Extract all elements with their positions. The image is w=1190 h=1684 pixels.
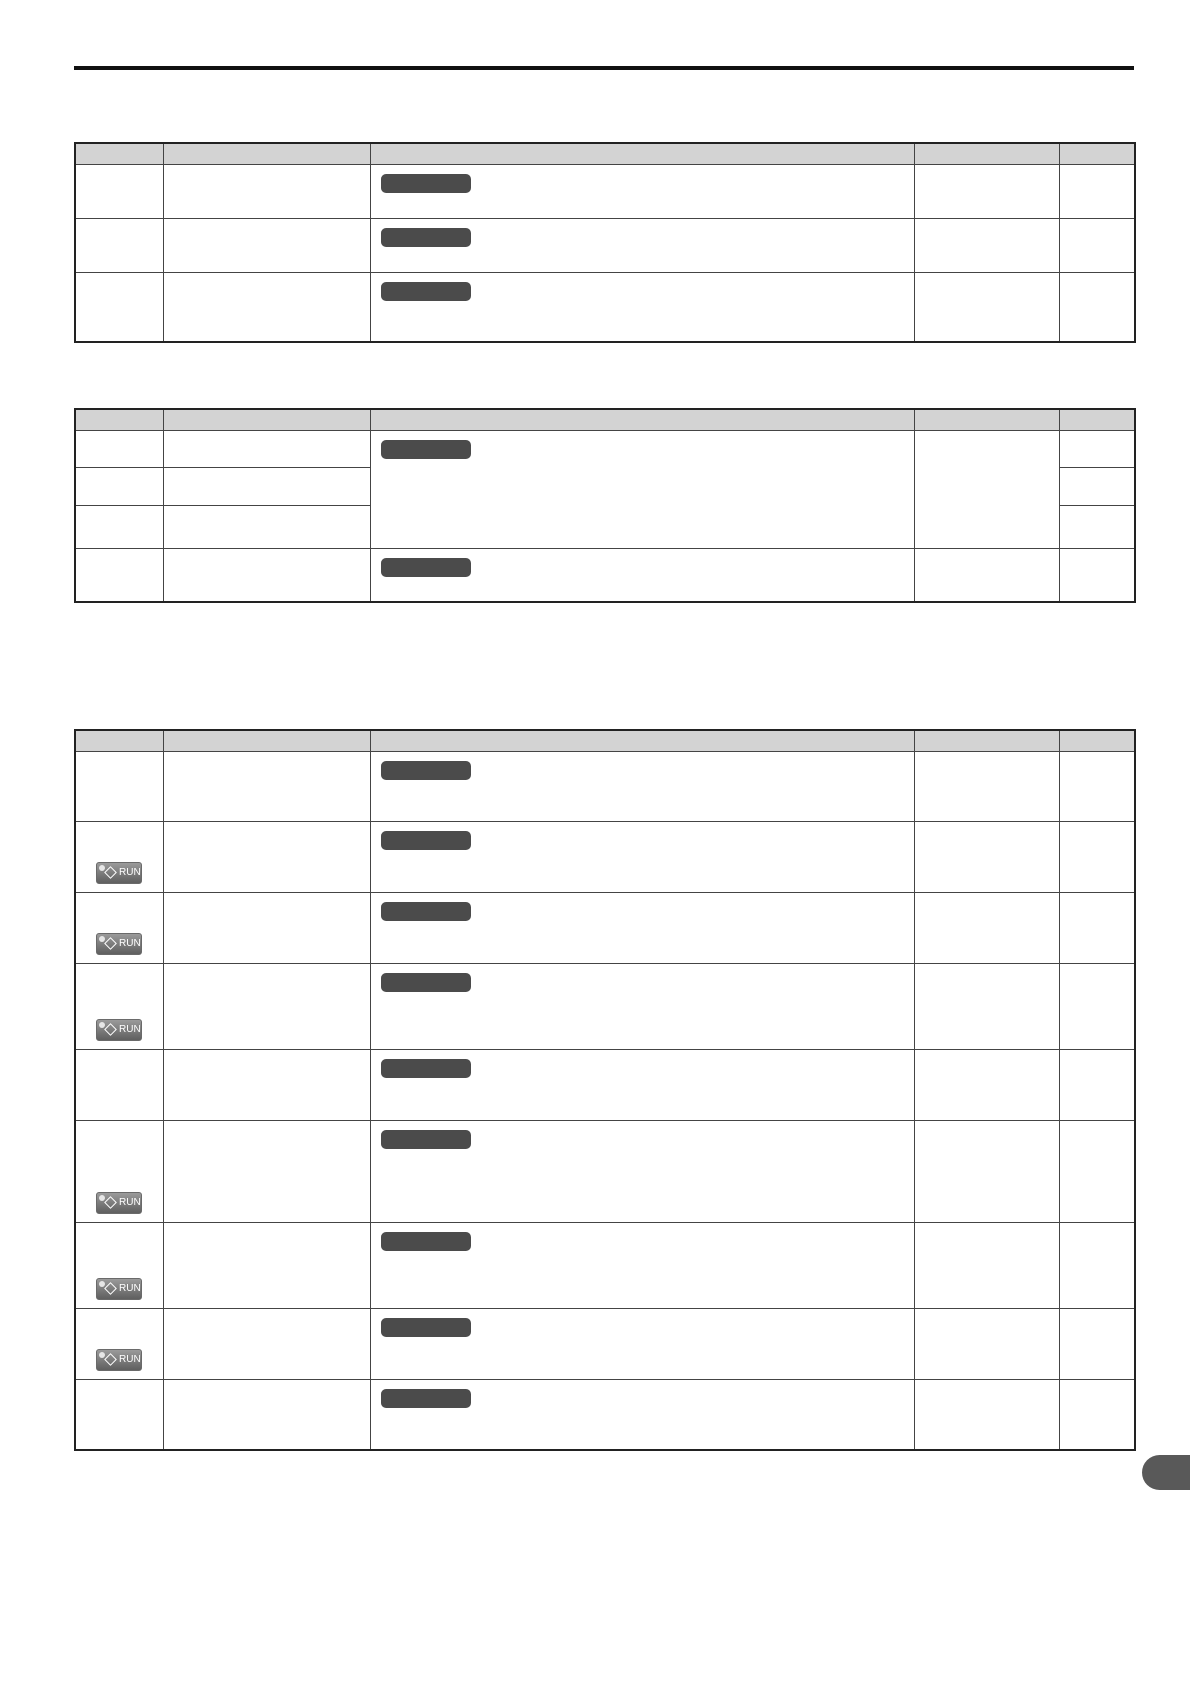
description-cell (370, 1380, 914, 1450)
parameter-tag-pill (381, 831, 471, 850)
description-cell (370, 219, 914, 273)
description-cell (370, 1223, 914, 1309)
page-cell (1059, 752, 1135, 822)
indicator-dot-icon (99, 1195, 105, 1201)
indicator-dot-icon (99, 1281, 105, 1287)
range-cell (914, 1121, 1059, 1223)
parameter-tag-pill (381, 1059, 471, 1078)
run-badge-label: RUN (119, 1024, 141, 1035)
range-cell (914, 431, 1059, 549)
no-cell (75, 893, 163, 964)
run-diamond-icon (104, 1023, 117, 1036)
run-badge-label: RUN (119, 867, 141, 878)
table-header (75, 409, 1135, 431)
name-cell (163, 468, 370, 506)
no-cell (75, 506, 163, 549)
page-cell (1059, 273, 1135, 342)
range-cell (914, 219, 1059, 273)
range-cell (914, 893, 1059, 964)
parameter-table-1 (74, 142, 1136, 343)
description-cell (370, 893, 914, 964)
table-header (75, 730, 1135, 752)
name-cell (163, 1223, 370, 1309)
page-cell (1059, 822, 1135, 893)
run-badge (96, 933, 142, 955)
no-cell (75, 822, 163, 893)
table-row (75, 752, 1135, 822)
page-cell (1059, 1309, 1135, 1380)
indicator-dot-icon (99, 865, 105, 871)
description-cell (370, 1309, 914, 1380)
table-row (75, 1309, 1135, 1380)
no-cell (75, 1121, 163, 1223)
indicator-dot-icon (99, 1352, 105, 1358)
parameter-tag-pill (381, 1318, 471, 1337)
parameter-tag-pill (381, 973, 471, 992)
parameter-tag-pill (381, 282, 471, 301)
range-cell (914, 549, 1059, 602)
no-cell (75, 549, 163, 602)
no-cell (75, 752, 163, 822)
parameter-table-3 (74, 729, 1136, 1451)
name-cell (163, 1050, 370, 1121)
table-row (75, 273, 1135, 342)
name-cell (163, 1380, 370, 1450)
top-rule (74, 66, 1134, 70)
run-badge-label: RUN (119, 1354, 141, 1365)
parameter-tag-pill (381, 440, 471, 459)
parameter-tag-pill (381, 1389, 471, 1408)
description-cell (370, 273, 914, 342)
name-cell (163, 752, 370, 822)
table-row (75, 549, 1135, 602)
page-cell (1059, 219, 1135, 273)
table-row (75, 1121, 1135, 1223)
range-cell (914, 964, 1059, 1050)
indicator-dot-icon (99, 936, 105, 942)
no-cell (75, 219, 163, 273)
run-diamond-icon (104, 1196, 117, 1209)
no-cell (75, 1380, 163, 1450)
page-cell (1059, 1050, 1135, 1121)
page-cell (1059, 549, 1135, 602)
parameter-tag-pill (381, 761, 471, 780)
page-cell (1059, 506, 1135, 549)
no-cell (75, 1050, 163, 1121)
page-cell (1059, 964, 1135, 1050)
name-cell (163, 549, 370, 602)
page-cell (1059, 165, 1135, 219)
run-badge-label: RUN (119, 938, 141, 949)
table-row (75, 964, 1135, 1050)
parameter-tag-pill (381, 1232, 471, 1251)
no-cell (75, 165, 163, 219)
range-cell (914, 273, 1059, 342)
description-cell (370, 431, 914, 549)
table-row (75, 822, 1135, 893)
parameter-tag-pill (381, 1130, 471, 1149)
name-cell (163, 165, 370, 219)
description-cell (370, 964, 914, 1050)
name-cell (163, 1309, 370, 1380)
table-row (75, 1223, 1135, 1309)
description-cell (370, 752, 914, 822)
range-cell (914, 165, 1059, 219)
run-badge (96, 1019, 142, 1041)
name-cell (163, 219, 370, 273)
parameter-tag-pill (381, 558, 471, 577)
page-cell (1059, 468, 1135, 506)
table-row (75, 1050, 1135, 1121)
description-cell (370, 1121, 914, 1223)
description-cell (370, 549, 914, 602)
range-cell (914, 1309, 1059, 1380)
name-cell (163, 431, 370, 468)
no-cell (75, 1309, 163, 1380)
name-cell (163, 273, 370, 342)
run-badge (96, 1278, 142, 1300)
range-cell (914, 752, 1059, 822)
range-cell (914, 1380, 1059, 1450)
no-cell (75, 468, 163, 506)
run-diamond-icon (104, 1353, 117, 1366)
name-cell (163, 1121, 370, 1223)
table-header (75, 143, 1135, 165)
range-cell (914, 1223, 1059, 1309)
range-cell (914, 1050, 1059, 1121)
run-badge (96, 1349, 142, 1371)
run-badge (96, 862, 142, 884)
parameter-tag-pill (381, 902, 471, 921)
run-diamond-icon (104, 937, 117, 950)
name-cell (163, 964, 370, 1050)
run-badge (96, 1192, 142, 1214)
run-badge-label: RUN (119, 1283, 141, 1294)
page-cell (1059, 893, 1135, 964)
parameter-table-2 (74, 408, 1136, 603)
parameter-tag-pill (381, 228, 471, 247)
no-cell (75, 431, 163, 468)
table-row (75, 431, 1135, 468)
table-row (75, 893, 1135, 964)
chapter-side-tab (1142, 1455, 1190, 1490)
run-diamond-icon (104, 866, 117, 879)
description-cell (370, 1050, 914, 1121)
no-cell (75, 964, 163, 1050)
name-cell (163, 893, 370, 964)
range-cell (914, 822, 1059, 893)
page-cell (1059, 1223, 1135, 1309)
no-cell (75, 273, 163, 342)
page-cell (1059, 1121, 1135, 1223)
no-cell (75, 1223, 163, 1309)
parameter-tag-pill (381, 174, 471, 193)
run-badge-label: RUN (119, 1197, 141, 1208)
table-row (75, 1380, 1135, 1450)
run-diamond-icon (104, 1282, 117, 1295)
table-row (75, 219, 1135, 273)
description-cell (370, 822, 914, 893)
name-cell (163, 822, 370, 893)
page-cell (1059, 431, 1135, 468)
indicator-dot-icon (99, 1022, 105, 1028)
page-cell (1059, 1380, 1135, 1450)
table-row (75, 165, 1135, 219)
name-cell (163, 506, 370, 549)
description-cell (370, 165, 914, 219)
